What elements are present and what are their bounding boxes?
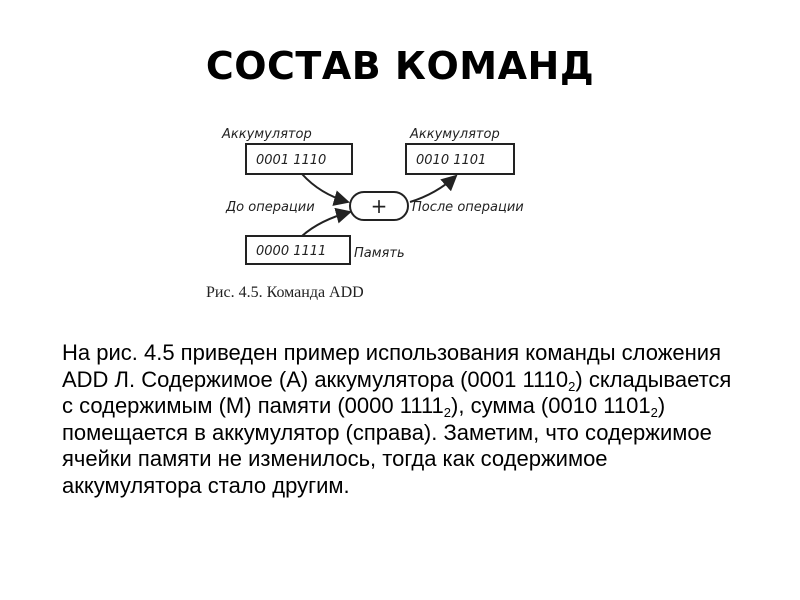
acc-before-label: Аккумулятор	[222, 127, 312, 142]
arrow-memory-to-adder	[302, 212, 350, 236]
subscript-2: 2	[443, 405, 452, 420]
figure-caption: Рис. 4.5. Команда ADD	[206, 284, 364, 301]
text-part-1: На рис. 4.5 приведен пример использования команды сложения ADD Л. Содержимое (А) аккумулятора (0001 1110	[62, 340, 722, 392]
subscript-1: 2	[568, 378, 576, 394]
text-part-3: ), сумма (0010 1101	[451, 393, 651, 418]
acc-after-value: 0010 1101	[416, 153, 487, 168]
memory-label: Память	[354, 246, 405, 261]
memory-value: 0000 1111	[256, 244, 327, 259]
arrow-adder-to-acc	[410, 176, 456, 202]
acc-before-value: 0001 1110	[256, 153, 327, 168]
slide-title: СОСТАВ КОМАНД	[205, 44, 595, 88]
add-command-figure	[200, 118, 540, 318]
acc-after-label: Аккумулятор	[410, 127, 500, 142]
text-part-4: ) помещается в аккумулятор (справа). Заметим, что содержимое ячейки памяти не изменилось, тогда как содержимое аккумулятора стало другим.	[62, 393, 712, 498]
body-paragraph	[62, 340, 742, 499]
after-operation-label: После операции	[412, 200, 524, 215]
plus-operator: +	[370, 194, 388, 218]
arrow-acc-to-adder	[302, 174, 348, 202]
subscript-3: 2	[650, 405, 658, 420]
before-operation-label: До операции	[226, 200, 315, 215]
text-part-2: ) складывается с содержимым (М) памяти (0000 1111	[62, 366, 732, 418]
